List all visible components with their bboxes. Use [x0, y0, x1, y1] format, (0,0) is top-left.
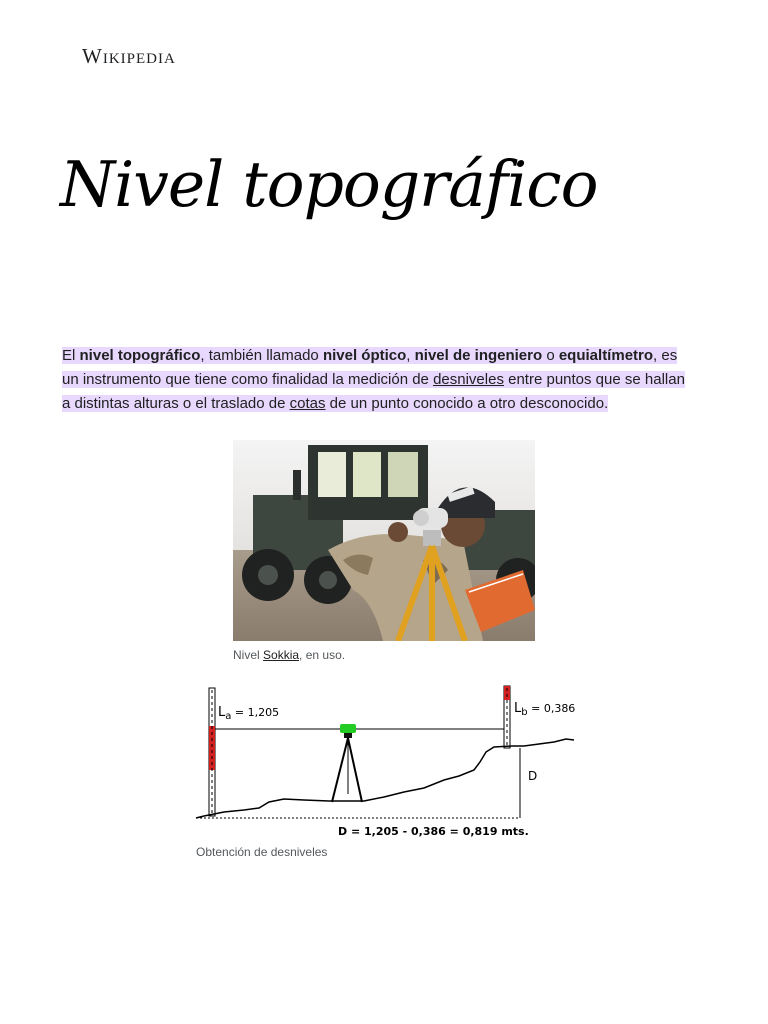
- link-desniveles[interactable]: desniveles: [433, 371, 504, 388]
- label-lb: $L_b$ $^{= 0,386}$: [514, 701, 576, 718]
- surveyor-photo-image: [233, 440, 535, 641]
- intro-text: entre puntos que se hallan a distintas alturas o el traslado de: [62, 371, 685, 412]
- surveyor-photo[interactable]: [233, 440, 535, 641]
- term-nivel-de-ingeniero: nivel de ingeniero: [414, 347, 543, 364]
- wikipedia-logo[interactable]: Wikipedia: [82, 44, 176, 68]
- level-instrument: [340, 724, 356, 733]
- intro-highlight: [62, 347, 685, 412]
- intro-text: El: [62, 347, 80, 364]
- label-d: D: [528, 769, 538, 783]
- intro-text: de un punto conocido a otro desconocido.: [325, 395, 609, 412]
- term-equialtimetro: equialtímetro: [558, 347, 654, 364]
- figure1-caption: [233, 648, 345, 662]
- link-sokkia[interactable]: Sokkia: [263, 648, 300, 662]
- terrain-profile: [196, 739, 574, 818]
- page-title: Nivel topográfico: [60, 148, 598, 221]
- intro-text: o: [542, 347, 559, 364]
- term-nivel-topografico: nivel topográfico: [79, 347, 201, 364]
- intro-text: ,: [406, 347, 415, 364]
- term-nivel-optico: nivel óptico: [322, 347, 407, 364]
- intro-text: , también llamado: [200, 347, 323, 364]
- desnivel-diagram[interactable]: [194, 684, 576, 840]
- figure2-caption: Obtención de desniveles: [196, 845, 328, 859]
- formula-label: D = 1,205 - 0,386 = 0,819 mts.: [338, 825, 529, 838]
- link-cotas[interactable]: cotas: [289, 395, 326, 412]
- label-la: $L_a$ $^{= 1,205}$: [218, 705, 280, 722]
- intro-paragraph: [62, 344, 692, 416]
- caption-text: , en uso.: [299, 648, 346, 662]
- intro-text: , es un instrumento que tiene como finalidad la medición de: [62, 347, 678, 388]
- caption-text: Nivel: [233, 648, 264, 662]
